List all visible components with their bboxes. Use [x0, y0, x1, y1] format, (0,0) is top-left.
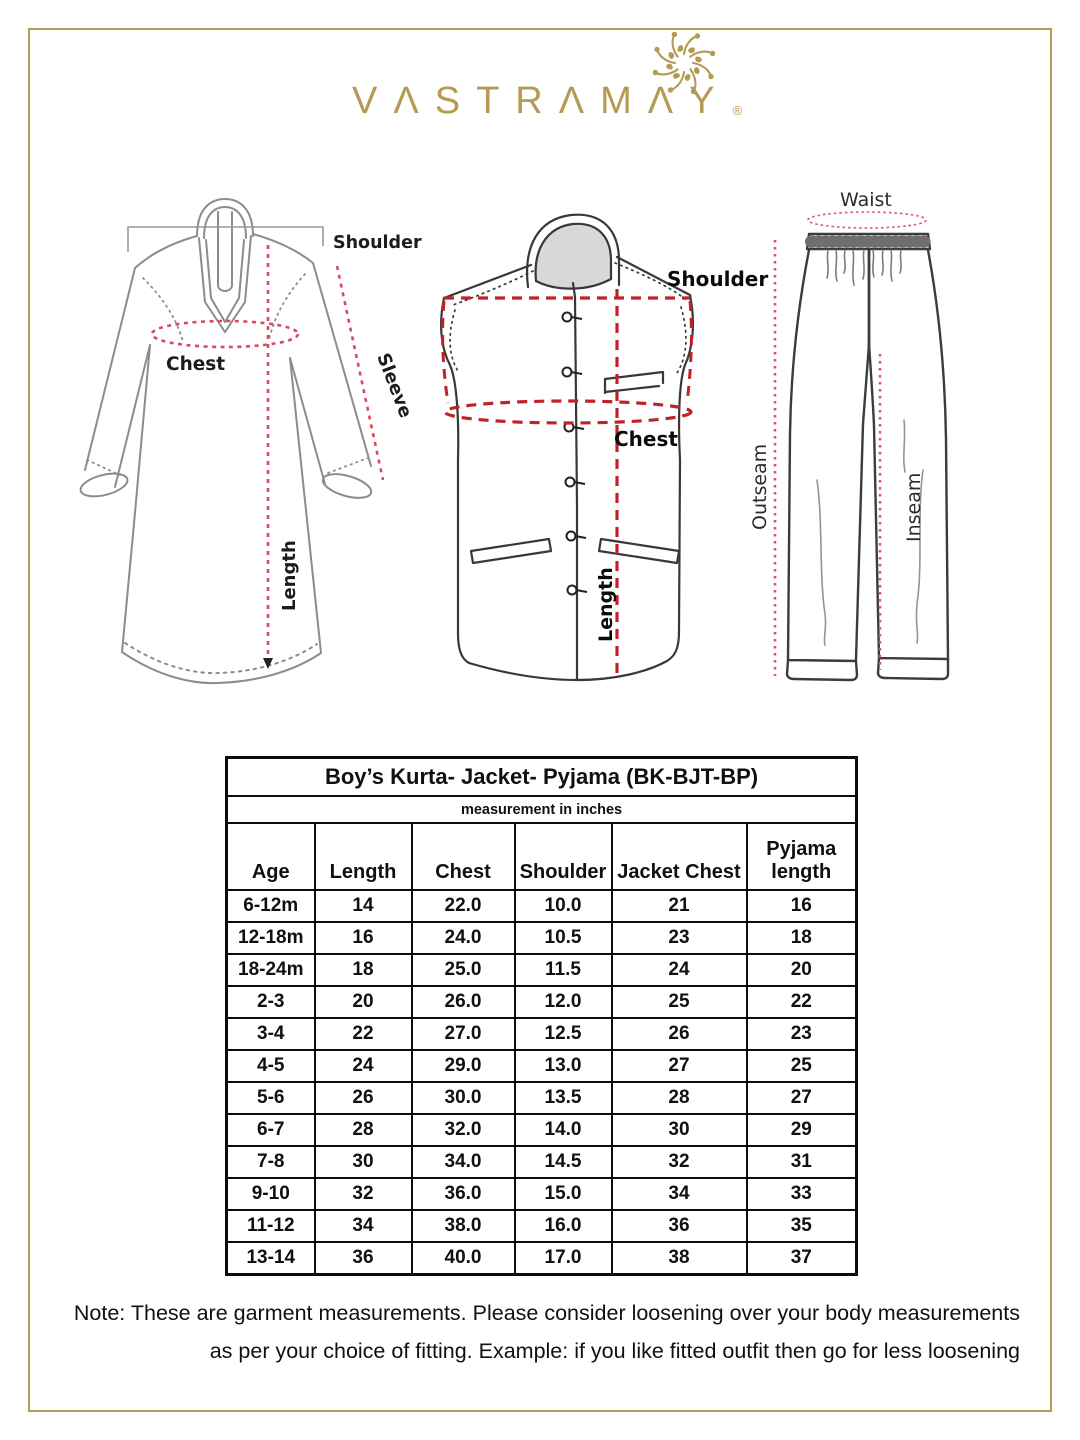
table-cell: 27: [747, 1082, 857, 1114]
table-cell: 20: [747, 954, 857, 986]
table-cell: 13-14: [227, 1242, 315, 1275]
table-cell: 12-18m: [227, 922, 315, 954]
kurta-body-outline: [122, 345, 150, 652]
table-cell: 10.0: [515, 890, 612, 922]
table-row: [227, 922, 857, 954]
table-cell: 32: [315, 1178, 412, 1210]
table-cell: 3-4: [227, 1018, 315, 1050]
table-cell: 36.0: [412, 1178, 515, 1210]
table-row: [227, 1210, 857, 1242]
table-cell: 16: [315, 922, 412, 954]
table-cell: 26: [612, 1018, 747, 1050]
table-cell: 32.0: [412, 1114, 515, 1146]
brand-ornament-icon: [653, 32, 715, 94]
table-row: [227, 890, 857, 922]
table-cell: 10.5: [515, 922, 612, 954]
table-cell: 24: [612, 954, 747, 986]
table-cell: 38.0: [412, 1210, 515, 1242]
table-cell: 12.0: [515, 986, 612, 1018]
table-cell: 35: [747, 1210, 857, 1242]
table-row: [227, 1178, 857, 1210]
table-cell: 40.0: [412, 1242, 515, 1275]
jacket-length-label: Length: [595, 567, 617, 642]
kurta-chest-measure-line: [152, 321, 298, 347]
table-cell: 29: [747, 1114, 857, 1146]
table-cell: 12.5: [515, 1018, 612, 1050]
table-cell: 6-12m: [227, 890, 315, 922]
measurement-note: [55, 1294, 1020, 1370]
kurta-measure-lines: [152, 245, 383, 658]
table-cell: 27: [612, 1050, 747, 1082]
table-cell: 23: [612, 922, 747, 954]
table-row: [227, 1018, 857, 1050]
table-cell: 22: [315, 1018, 412, 1050]
jacket-chest-label: Chest: [614, 427, 678, 451]
table-subtitle: measurement in inches: [227, 796, 857, 823]
table-cell: 25: [612, 986, 747, 1018]
table-cell: 24.0: [412, 922, 515, 954]
table-cell: 22: [747, 986, 857, 1018]
table-row: [227, 1242, 857, 1275]
table-cell: 16.0: [515, 1210, 612, 1242]
table-row: [227, 1050, 857, 1082]
table-cell: 36: [612, 1210, 747, 1242]
jacket-right-pocket: [599, 539, 679, 563]
column-header-jacket-chest: Jacket Chest: [612, 823, 747, 890]
pyjama-right-leg: [928, 250, 948, 659]
column-header-age: Age: [227, 823, 315, 890]
kurta-length-label: Length: [279, 540, 300, 611]
size-table-section: [225, 756, 855, 1276]
column-header-pyjama-length: Pyjama length: [747, 823, 857, 890]
table-cell: 20: [315, 986, 412, 1018]
table-cell: 25: [747, 1050, 857, 1082]
table-cell: 23: [747, 1018, 857, 1050]
table-cell: 27.0: [412, 1018, 515, 1050]
table-cell: 18: [315, 954, 412, 986]
size-table: [225, 756, 858, 1276]
table-cell: 34: [315, 1210, 412, 1242]
table-cell: 6-7: [227, 1114, 315, 1146]
jacket-chest-measure-line: [445, 401, 691, 423]
table-row: [227, 954, 857, 986]
kurta-shoulder-label: Shoulder: [333, 233, 422, 253]
table-cell: 7-8: [227, 1146, 315, 1178]
table-cell: 30: [612, 1114, 747, 1146]
table-cell: 18: [747, 922, 857, 954]
table-cell: 11.5: [515, 954, 612, 986]
column-header-chest: Chest: [412, 823, 515, 890]
jacket-breast-pocket: [605, 372, 663, 393]
table-cell: 18-24m: [227, 954, 315, 986]
table-cell: 36: [315, 1242, 412, 1275]
table-cell: 5-6: [227, 1082, 315, 1114]
note-line-1: Note: These are garment measurements. Please consider loosening over your body measurements: [73, 1301, 1020, 1325]
table-title: Boy’s Kurta- Jacket- Pyjama (BK-BJT-BP): [227, 758, 857, 797]
table-cell: 17.0: [515, 1242, 612, 1275]
table-header-row: [227, 823, 857, 890]
table-cell: 14.5: [515, 1146, 612, 1178]
pyjama-outseam-label: Outseam: [749, 443, 771, 530]
table-cell: 26: [315, 1082, 412, 1114]
jacket-placket: [575, 297, 577, 679]
table-cell: 16: [747, 890, 857, 922]
column-header-shoulder: Shoulder: [515, 823, 612, 890]
table-cell: 34.0: [412, 1146, 515, 1178]
size-table-body: [227, 890, 857, 1275]
pyjama-left-leg: [788, 250, 809, 660]
table-cell: 21: [612, 890, 747, 922]
note-line-2: as per your choice of fitting. Example: if you like fitted outfit then go for less loosening: [209, 1339, 1020, 1363]
kurta-sleeve-label: Sleeve: [372, 350, 417, 421]
table-row: [227, 1146, 857, 1178]
table-cell: 30: [315, 1146, 412, 1178]
jacket-left-side: [441, 298, 469, 663]
table-cell: 32: [612, 1146, 747, 1178]
table-cell: 14.0: [515, 1114, 612, 1146]
table-cell: 30.0: [412, 1082, 515, 1114]
table-cell: 28: [612, 1082, 747, 1114]
table-cell: 14: [315, 890, 412, 922]
table-cell: 31: [747, 1146, 857, 1178]
registered-mark: ®: [732, 103, 743, 118]
table-cell: 38: [612, 1242, 747, 1275]
kurta-chest-label: Chest: [166, 354, 226, 375]
column-header-length: Length: [315, 823, 412, 890]
pyjama-measure-lines: [775, 212, 926, 676]
pyjama-waist-label: Waist: [840, 189, 892, 211]
brand-name-text: VΛSTRΛMΛY: [352, 80, 731, 122]
table-cell: 26.0: [412, 986, 515, 1018]
table-cell: 37: [747, 1242, 857, 1275]
table-cell: 29.0: [412, 1050, 515, 1082]
kurta-diagram: [65, 190, 425, 710]
table-cell: 15.0: [515, 1178, 612, 1210]
table-cell: 24: [315, 1050, 412, 1082]
table-cell: 2-3: [227, 986, 315, 1018]
table-cell: 25.0: [412, 954, 515, 986]
pyjama-inseam-label: Inseam: [903, 472, 925, 542]
pyjama-diagram: [733, 182, 968, 702]
table-cell: 13.5: [515, 1082, 612, 1114]
table-cell: 28: [315, 1114, 412, 1146]
table-row: [227, 986, 857, 1018]
jacket-shoulder-label: Shoulder: [667, 267, 769, 291]
pyjama-waist-measure-line: [808, 212, 926, 228]
table-row: [227, 1082, 857, 1114]
table-row: [227, 1114, 857, 1146]
jacket-left-pocket: [471, 539, 551, 563]
table-cell: 22.0: [412, 890, 515, 922]
table-cell: 33: [747, 1178, 857, 1210]
jacket-diagram: [435, 205, 775, 705]
jacket-right-side: [667, 295, 693, 661]
table-cell: 13.0: [515, 1050, 612, 1082]
table-cell: 9-10: [227, 1178, 315, 1210]
table-cell: 4-5: [227, 1050, 315, 1082]
kurta-shoulder-bracket: [128, 227, 323, 252]
table-cell: 34: [612, 1178, 747, 1210]
table-cell: 11-12: [227, 1210, 315, 1242]
